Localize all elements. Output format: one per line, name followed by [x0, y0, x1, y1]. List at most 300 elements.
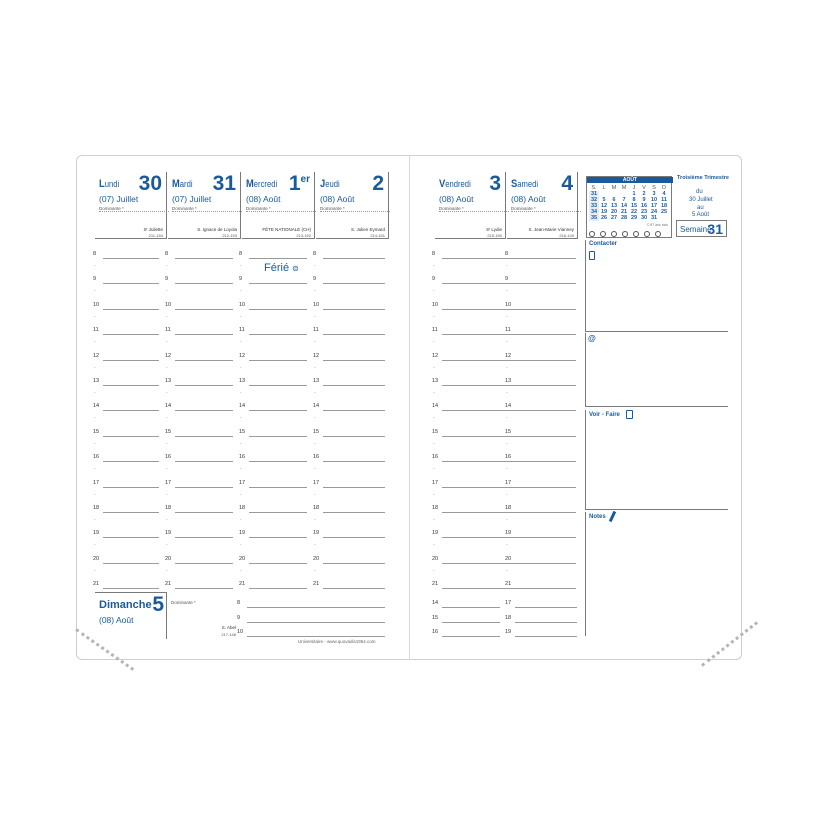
hour-slot[interactable]: [165, 378, 235, 390]
hour-slot[interactable]: [239, 429, 309, 441]
day-name: [172, 178, 193, 190]
calendar-day: 30: [640, 215, 648, 221]
hour-label: 20: [313, 555, 320, 562]
calendar-day: 15: [630, 203, 638, 209]
hour-label: 12: [239, 352, 246, 359]
moon-phase-icon: [611, 231, 617, 237]
calendar-day: 17: [650, 203, 658, 209]
calendar-week-number: 35: [590, 215, 598, 221]
day-number-value: 1: [288, 172, 301, 195]
hour-line: [175, 436, 233, 437]
calendar-header-cell: M: [611, 185, 617, 191]
calendar-day: 14: [620, 203, 628, 209]
day-header-jeudi[interactable]: [316, 172, 389, 239]
mini-calendar: [586, 176, 672, 238]
half-hour-mark: -: [506, 288, 508, 295]
day-number-suffix: er: [300, 174, 310, 185]
hour-label: 12: [432, 352, 439, 359]
hour-slot[interactable]: [505, 615, 579, 627]
hour-label: 17: [505, 479, 512, 486]
half-hour-mark: -: [314, 390, 316, 396]
ferie-label: Férié ⊜: [264, 262, 299, 274]
hour-slot[interactable]: [239, 505, 309, 517]
hour-slot[interactable]: [313, 429, 387, 441]
hour-label: 18: [313, 505, 320, 511]
hour-label: 11: [505, 327, 511, 334]
half-hour-mark: -: [314, 491, 316, 498]
hour-slot[interactable]: [505, 629, 579, 641]
hour-line: [247, 636, 385, 637]
half-hour-mark: -: [314, 339, 316, 346]
contacter-box[interactable]: [585, 240, 728, 332]
hour-label: 17: [93, 479, 100, 486]
hour-line: [247, 622, 385, 623]
calendar-day: 28: [620, 215, 628, 221]
day-code: 212-153: [222, 233, 237, 238]
hour-slot[interactable]: [313, 251, 387, 263]
half-hour-mark: -: [240, 542, 242, 549]
day-month: (08) Août: [246, 194, 281, 204]
half-hour-mark: -: [506, 339, 508, 346]
notes-box[interactable]: [585, 512, 728, 636]
half-hour-mark: -: [94, 517, 96, 523]
calendar-day: 29: [630, 215, 638, 221]
hour-line: [515, 436, 576, 437]
hour-label: 8: [239, 251, 243, 257]
hour-label: 16: [432, 629, 439, 635]
hour-line: [249, 563, 307, 564]
half-hour-mark: -: [240, 466, 242, 473]
calendar-day: 22: [630, 209, 638, 215]
calendar-day: 7: [622, 197, 626, 203]
half-hour-mark: -: [433, 491, 435, 498]
hour-label: 10: [93, 301, 100, 308]
hour-slot[interactable]: [239, 403, 309, 415]
hour-slot[interactable]: [165, 480, 235, 492]
hour-slot[interactable]: [165, 581, 235, 593]
calendar-day: 27: [610, 215, 618, 221]
day-name-rest: ercredi: [253, 179, 278, 189]
hour-slot[interactable]: [313, 505, 387, 517]
hour-label: 9: [93, 276, 97, 283]
hour-line: [323, 512, 385, 513]
hour-slot[interactable]: [505, 251, 578, 263]
hour-slot[interactable]: [93, 327, 161, 339]
hour-slot[interactable]: [239, 530, 309, 542]
hour-line: [175, 283, 233, 284]
hour-line: [515, 410, 576, 411]
hour-label: 15: [432, 428, 439, 435]
day-name-initial: V: [439, 178, 446, 190]
hour-slot[interactable]: [165, 505, 235, 517]
day-header-lundi[interactable]: [95, 172, 167, 239]
hour-slot[interactable]: [239, 276, 309, 288]
hour-label: 14: [93, 403, 100, 410]
hour-slot[interactable]: [93, 251, 161, 263]
hour-label: 18: [165, 505, 172, 511]
hour-slot[interactable]: [93, 530, 161, 542]
half-hour-mark: -: [166, 390, 168, 396]
hour-slot[interactable]: [239, 302, 309, 314]
hour-line: [249, 283, 307, 284]
day-number: 31: [212, 172, 236, 195]
day-name-rest: endredi: [445, 179, 471, 189]
day-header-samedi[interactable]: [507, 172, 578, 239]
hour-line: [249, 588, 307, 589]
day-header-mardi[interactable]: [168, 172, 241, 239]
moon-phase-icon: [600, 231, 606, 237]
hour-label: 20: [505, 555, 512, 562]
day-saint: S. Ignace de Loyola: [197, 227, 237, 232]
hour-slot[interactable]: [93, 302, 161, 314]
moon-phase-icon: [655, 231, 661, 237]
hour-slot[interactable]: [239, 327, 309, 339]
hour-line: [515, 563, 576, 564]
half-hour-mark: -: [433, 542, 435, 549]
hour-line: [323, 487, 385, 488]
hour-line: [249, 410, 307, 411]
calendar-month: AOÛT: [587, 177, 673, 183]
sunday-dominante: Dominante *: [171, 600, 196, 605]
hour-line: [175, 385, 233, 386]
hour-line: [515, 385, 576, 386]
hour-slot[interactable]: [93, 454, 161, 466]
hour-label: 11: [239, 327, 245, 334]
hour-slot[interactable]: [505, 353, 578, 365]
hour-slot[interactable]: [93, 429, 161, 441]
hour-label: 20: [93, 555, 100, 562]
hour-slot[interactable]: [165, 302, 235, 314]
hour-label: 21: [313, 581, 320, 588]
calendar-week-number: 31: [590, 191, 598, 197]
moon-phase-icon: [622, 231, 628, 237]
half-hour-mark: -: [314, 263, 316, 269]
hour-line: [103, 385, 159, 386]
calendar-header-cell: M: [621, 185, 627, 191]
hour-slot[interactable]: [313, 556, 387, 568]
hour-label: 16: [165, 454, 172, 461]
hour-label: 18: [432, 505, 439, 511]
hour-label: 18: [93, 505, 100, 511]
calendar-day: 1: [632, 191, 636, 197]
day-name-initial: M: [172, 178, 180, 190]
hour-label: 20: [165, 555, 172, 562]
hour-line: [175, 334, 233, 335]
half-hour-mark: -: [94, 567, 96, 574]
hour-slot[interactable]: [505, 480, 578, 492]
half-hour-mark: -: [94, 339, 96, 346]
hour-label: 8: [313, 251, 317, 257]
hour-slot[interactable]: [239, 378, 309, 390]
half-hour-mark: -: [166, 415, 168, 422]
phone-icon: [589, 251, 595, 260]
hour-line: [103, 461, 159, 462]
calendar-day: 11: [661, 197, 667, 203]
day-month: (08) Août: [320, 194, 355, 204]
calendar-day: 12: [600, 203, 608, 209]
hour-slot[interactable]: [505, 403, 578, 415]
hour-line: [249, 436, 307, 437]
hour-line: [249, 309, 307, 310]
hour-label: 16: [432, 454, 439, 461]
day-name: [511, 178, 538, 190]
half-hour-mark: -: [433, 339, 435, 346]
day-dominante: Dominante *: [246, 206, 316, 212]
hour-line: [323, 258, 385, 259]
hour-line: [323, 537, 385, 538]
day-dominante: Dominante *: [439, 206, 509, 212]
half-hour-mark: -: [506, 313, 508, 320]
hour-slot[interactable]: [93, 378, 161, 390]
calendar-day: 8: [632, 197, 636, 203]
hour-line: [515, 283, 576, 284]
hour-slot[interactable]: [505, 505, 578, 517]
hour-line: [515, 309, 576, 310]
hour-line: [442, 636, 500, 637]
hour-line: [249, 258, 307, 259]
hour-line: [175, 537, 233, 538]
half-hour-mark: -: [314, 542, 316, 549]
footer-url: Universitaire - www.quovadis1954.com: [298, 639, 376, 644]
hour-slot[interactable]: [93, 276, 161, 288]
day-header-mercredi[interactable]: [242, 172, 315, 239]
hour-slot[interactable]: [165, 327, 235, 339]
half-hour-mark: -: [433, 390, 435, 396]
hour-slot[interactable]: [313, 353, 387, 365]
hour-line: [323, 360, 385, 361]
calendar-day: 4: [662, 191, 666, 197]
hour-label: 21: [239, 581, 246, 588]
half-hour-mark: -: [166, 567, 168, 574]
calendar-week-number: 34: [590, 209, 598, 215]
half-hour-mark: -: [314, 313, 316, 320]
half-hour-mark: -: [314, 415, 316, 422]
hour-label: 9: [165, 276, 169, 283]
hour-label: 15: [313, 428, 320, 435]
hour-slot[interactable]: [505, 556, 578, 568]
half-hour-mark: -: [433, 466, 435, 473]
day-header-vendredi[interactable]: [435, 172, 506, 239]
hour-slot[interactable]: [165, 251, 235, 263]
hour-label: 19: [505, 530, 512, 537]
hour-line: [323, 410, 385, 411]
calendar-day: 18: [660, 203, 668, 209]
half-hour-mark: -: [506, 567, 508, 574]
hour-line: [323, 334, 385, 335]
hour-slot[interactable]: [505, 302, 578, 314]
hour-line: [515, 636, 577, 637]
half-hour-mark: -: [166, 263, 168, 269]
hour-slot[interactable]: [313, 302, 387, 314]
half-hour-mark: -: [433, 440, 435, 447]
hour-slot[interactable]: [165, 530, 235, 542]
hour-label: 8: [93, 251, 97, 257]
hour-slot[interactable]: [505, 276, 578, 288]
hour-slot[interactable]: [505, 581, 578, 593]
hour-line: [442, 607, 500, 608]
hour-slot[interactable]: [165, 353, 235, 365]
moon-phase-icon: [644, 231, 650, 237]
center-fold: [409, 155, 410, 660]
hour-label: 19: [313, 530, 320, 537]
hour-line: [175, 588, 233, 589]
half-hour-mark: -: [240, 390, 242, 396]
day-number: 4: [561, 172, 573, 195]
hour-label: 9: [237, 614, 241, 621]
semaine-label: Semaine: [680, 225, 712, 234]
hour-slot[interactable]: [313, 378, 387, 390]
day-saint: FÊTE NATIONALE (CH): [262, 227, 311, 232]
hour-line: [175, 258, 233, 259]
hour-line: [515, 512, 576, 513]
trimestre-au: au: [697, 205, 704, 211]
calendar-day: 5: [602, 197, 606, 203]
clipboard-icon: [626, 410, 633, 419]
half-hour-mark: -: [506, 440, 508, 447]
hour-slot[interactable]: [165, 454, 235, 466]
half-hour-mark: -: [433, 313, 435, 320]
hour-slot[interactable]: [432, 600, 502, 612]
hour-slot[interactable]: [237, 615, 387, 627]
hour-slot[interactable]: [505, 378, 578, 390]
hour-label: 9: [505, 276, 509, 283]
notes-label: Notes: [589, 514, 606, 520]
sunday-box[interactable]: [95, 592, 167, 639]
voir-faire-label: Voir - Faire: [589, 412, 620, 418]
hour-label: 21: [505, 581, 512, 588]
hour-slot[interactable]: [505, 454, 578, 466]
hour-label: 13: [239, 378, 246, 384]
hour-line: [323, 436, 385, 437]
day-month: (07) Juillet: [172, 194, 212, 204]
day-number: 3: [489, 172, 501, 195]
half-hour-mark: -: [506, 364, 508, 371]
day-name-initial: M: [246, 178, 254, 190]
hour-slot[interactable]: [239, 454, 309, 466]
half-hour-mark: -: [166, 491, 168, 498]
hour-slot[interactable]: [239, 353, 309, 365]
hour-label: 10: [165, 301, 172, 308]
hour-line: [323, 309, 385, 310]
half-hour-mark: -: [94, 542, 96, 549]
hour-line: [323, 461, 385, 462]
moon-phase-icon: [633, 231, 639, 237]
half-hour-mark: -: [240, 517, 242, 523]
hour-slot[interactable]: [239, 480, 309, 492]
hour-slot[interactable]: [165, 429, 235, 441]
hour-slot[interactable]: [313, 327, 387, 339]
hour-label: 8: [432, 251, 436, 257]
hour-slot[interactable]: [239, 556, 309, 568]
hour-slot[interactable]: [313, 581, 387, 593]
hour-slot[interactable]: [313, 454, 387, 466]
day-code: 211-154: [148, 233, 163, 238]
voir-faire-box[interactable]: [585, 410, 728, 510]
flag-icon: ⊜: [292, 264, 299, 273]
calendar-day: 3: [652, 191, 656, 197]
sunday-code: 217-148: [221, 632, 236, 637]
hour-slot[interactable]: [505, 327, 578, 339]
hour-slot[interactable]: [505, 429, 578, 441]
hour-slot[interactable]: [93, 353, 161, 365]
day-saint: Sᵗ Juliette: [143, 227, 163, 232]
calendar-header-cell: L: [602, 185, 606, 191]
day-name-rest: ardi: [179, 179, 193, 189]
hour-label: 16: [239, 454, 246, 461]
hour-line: [515, 588, 576, 589]
hour-label: 19: [432, 530, 439, 537]
hour-label: 15: [93, 428, 100, 435]
hour-slot[interactable]: [432, 615, 502, 627]
email-box[interactable]: [585, 333, 728, 407]
hour-slot[interactable]: [165, 276, 235, 288]
hour-label: 13: [313, 378, 320, 384]
trimestre-from: 30 Juillet: [689, 197, 713, 203]
hour-slot[interactable]: [313, 480, 387, 492]
hour-label: 14: [313, 403, 320, 410]
half-hour-mark: -: [166, 542, 168, 549]
day-dominante: Dominante *: [511, 206, 581, 212]
hour-slot[interactable]: [93, 480, 161, 492]
day-month: (07) Juillet: [99, 194, 139, 204]
calendar-day: 24: [650, 209, 658, 215]
semaine-badge: [676, 220, 727, 237]
half-hour-mark: -: [433, 415, 435, 422]
hour-slot[interactable]: [313, 530, 387, 542]
hour-line: [175, 360, 233, 361]
hour-line: [175, 512, 233, 513]
half-hour-mark: -: [240, 313, 242, 320]
hour-slot[interactable]: [313, 403, 387, 415]
hour-label: 14: [432, 600, 439, 606]
day-number: 30: [138, 172, 162, 195]
hour-slot[interactable]: [239, 581, 309, 593]
hour-slot[interactable]: [165, 556, 235, 568]
calendar-day: 25: [660, 209, 668, 215]
hour-label: 16: [93, 454, 100, 461]
hour-label: 19: [165, 530, 172, 537]
hour-label: 10: [239, 301, 246, 308]
hour-slot[interactable]: [93, 403, 161, 415]
hour-slot[interactable]: [432, 629, 502, 641]
hour-slot[interactable]: [165, 403, 235, 415]
hour-slot[interactable]: [93, 556, 161, 568]
hour-label: 14: [165, 403, 172, 410]
hour-slot[interactable]: [505, 530, 578, 542]
hour-line: [103, 487, 159, 488]
hour-line: [249, 385, 307, 386]
half-hour-mark: -: [314, 440, 316, 447]
hour-slot[interactable]: [237, 600, 387, 612]
day-number: 2: [372, 172, 384, 195]
calendar-grid: [589, 185, 669, 221]
hour-slot[interactable]: [93, 505, 161, 517]
half-hour-mark: -: [240, 288, 242, 295]
hour-label: 9: [239, 276, 243, 283]
hour-line: [515, 334, 576, 335]
half-hour-mark: -: [506, 517, 508, 523]
half-hour-mark: -: [166, 517, 168, 523]
hour-slot[interactable]: [505, 600, 579, 612]
hour-label: 12: [165, 352, 172, 359]
day-month: (08) Août: [439, 194, 474, 204]
hour-slot[interactable]: [313, 276, 387, 288]
hour-label: 9: [432, 276, 436, 283]
sunday-name: Dimanche: [99, 599, 152, 611]
half-hour-mark: -: [166, 466, 168, 473]
half-hour-mark: -: [240, 364, 242, 371]
calendar-day: 16: [640, 203, 648, 209]
